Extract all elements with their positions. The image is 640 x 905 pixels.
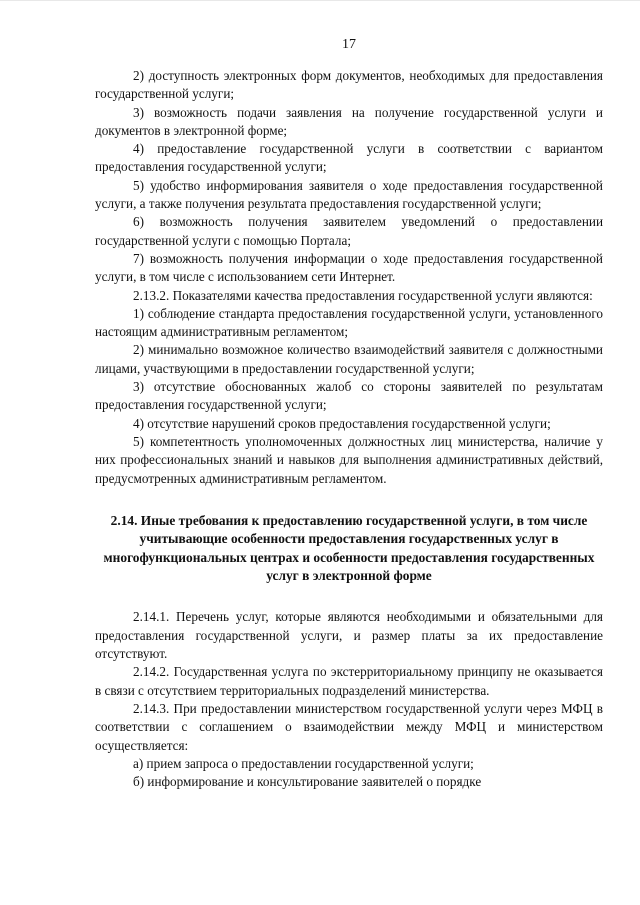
paragraph-standard-compliance: 1) соблюдение стандарта предоставления государственной услуги, установленного настоящим административным регламентом; (95, 305, 603, 340)
paragraph-quality-indicators: 2.13.2. Показателями качества предоставления государственной услуги являются: (133, 287, 593, 303)
paragraph-no-complaints: 3) отсутствие обоснованных жалоб со стороны заявителей по результатам предоставления государственной услуги; (95, 379, 603, 413)
paragraph-service-variant: 4) предоставление государственной услуги в соответствии с вариантом предоставления государственной услуги; (95, 141, 603, 175)
paragraph-no-deadline-violations: 4) отсутствие нарушений сроков предоставления государственной услуги; (133, 415, 551, 431)
paragraph-progress-notification: 5) удобство информирования заявителя о ходе предоставления государственной услуги, а также получения результата предоставления государственной услуги; (95, 177, 603, 212)
document-page (95, 36, 603, 791)
paragraph-2-14-2: 2.14.2. Государственная услуга по экстерриториальному принципу не оказывается в связи с отсутствием территориальных подразделений министерства. (95, 664, 603, 698)
page-top-edge (0, 0, 640, 3)
page-number: 17 (342, 37, 356, 52)
section-heading-2-14: 2.14. Иные требования к предоставлению государственной услуги, в том числе учитывающие особенности предоставления государственных услуг в многофункциональных центрах и особенности предоставления государственных услуг в электронной форме (103, 512, 595, 584)
paragraph-portal-notifications: 6) возможность получения заявителем уведомлений о предоставлении государственной услуги с помощью Портала; (95, 214, 603, 248)
paragraph-accessibility-forms: 2) доступность электронных форм документов, необходимых для предоставления государственной услуги; (95, 68, 603, 102)
paragraph-2-14-1: 2.14.1. Перечень услуг, которые являются необходимыми и обязательными для предоставления государственной услуги, и размер платы за их предоставление отсутствуют. (95, 609, 603, 662)
paragraph-staff-competence: 5) компетентность уполномоченных должностных лиц министерства, наличие у них профессиональных знаний и навыков для выполнения административных действий, предусмотренных административным регламентом. (95, 433, 603, 486)
paragraph-request-reception: а) прием запроса о предоставлении государственной услуги; (133, 755, 474, 771)
paragraph-consulting: б) информирование и консультирование заявителей о порядке (133, 774, 482, 790)
paragraph-internet-information: 7) возможность получения информации о ходе предоставления государственной услуги, в том числе с использованием сети Интернет. (95, 250, 603, 285)
paragraph-electronic-submission: 3) возможность подачи заявления на получение государственной услуги и документов в электронной форме; (95, 104, 603, 138)
paragraph-2-14-3: 2.14.3. При предоставлении министерством государственной услуги через МФЦ в соответствии с соглашением о взаимодействии между МФЦ и министерством осуществляется: (95, 700, 603, 753)
paragraph-minimal-interactions: 2) минимально возможное количество взаимодействий заявителя с должностными лицами, участвующими в предоставлении государственной услуги; (95, 342, 603, 376)
